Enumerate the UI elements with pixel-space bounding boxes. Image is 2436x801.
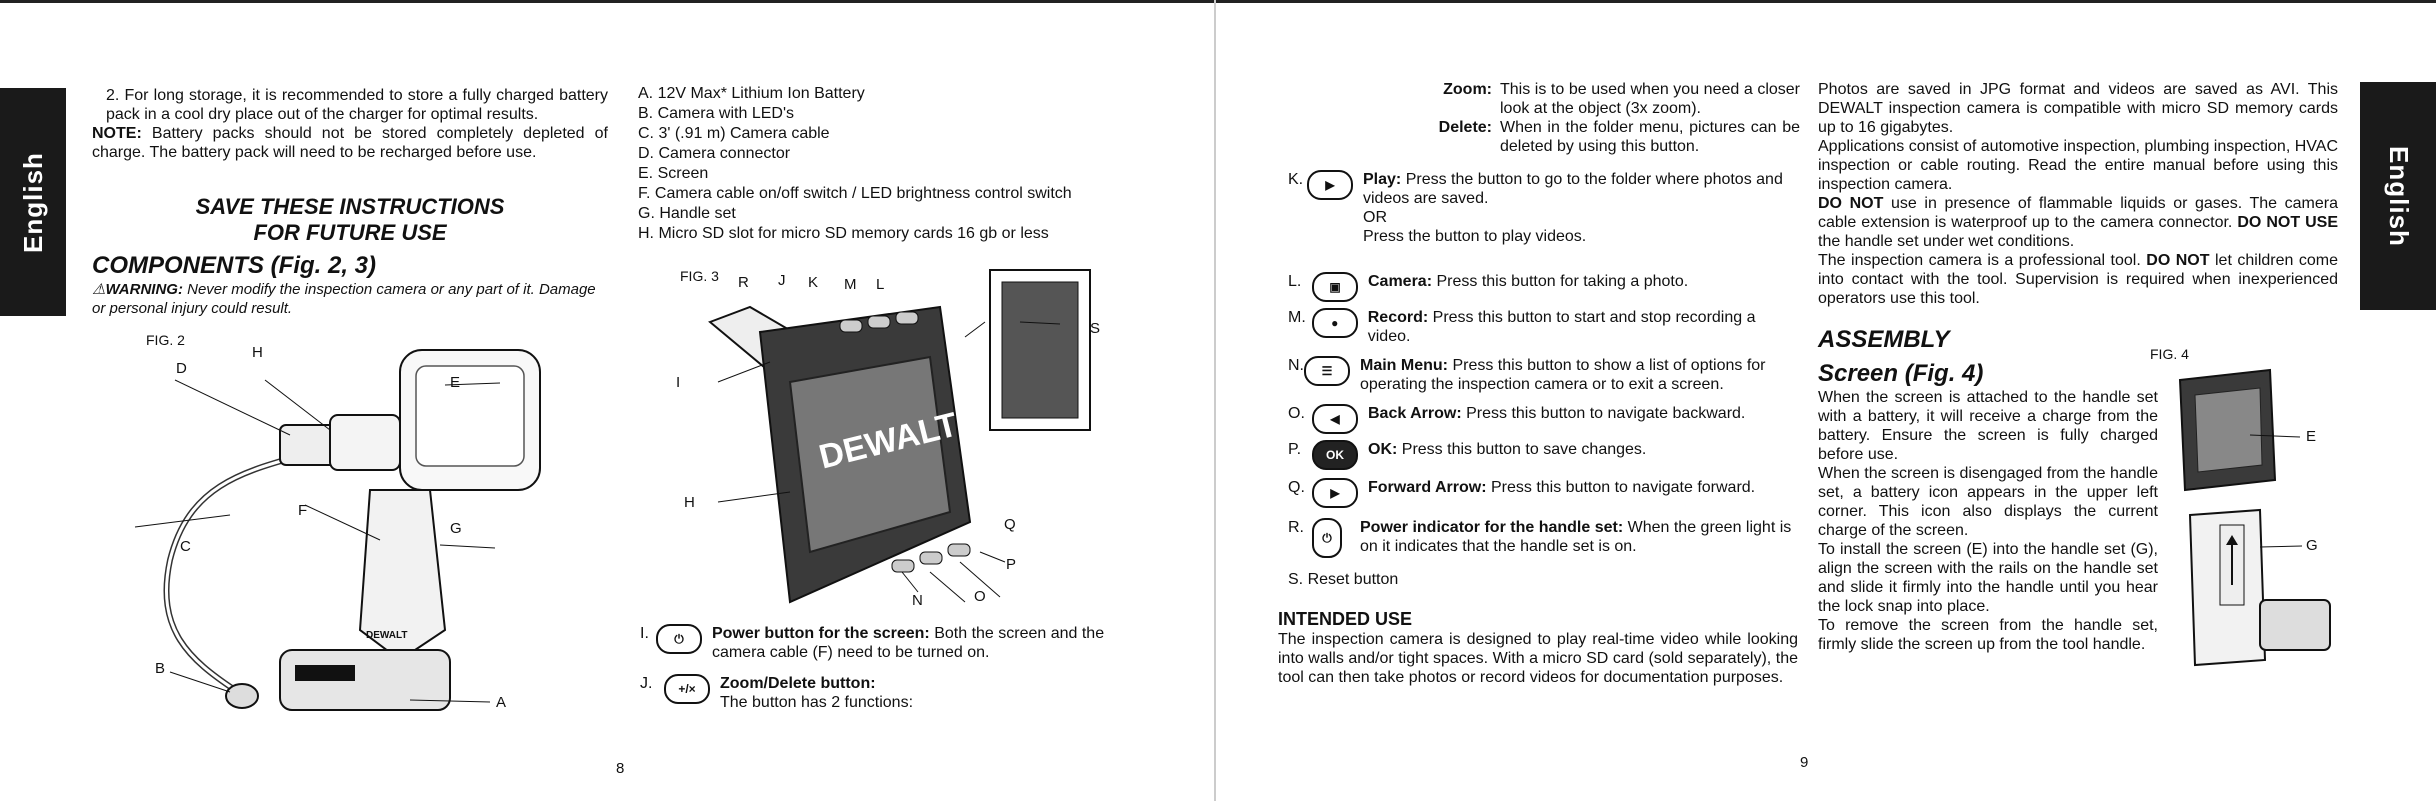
button-letter: Q. — [1288, 479, 1305, 496]
callout-e4: E — [2306, 428, 2317, 445]
button-j-body: The button has 2 functions: — [720, 694, 914, 711]
callout-n: N — [912, 592, 923, 609]
reset-button-item: S. Reset button — [1288, 571, 1399, 588]
button-i-text — [712, 624, 1160, 662]
button-letter: J. — [640, 675, 653, 692]
button-q-body: Press this button to navigate forward. — [1490, 479, 1756, 496]
component-list — [638, 84, 1198, 244]
button-p-body: Press this button to save changes. — [1401, 441, 1647, 458]
note-label: NOTE: — [92, 125, 142, 142]
button-k-or: OR — [1363, 209, 1387, 226]
list-item: H. Micro SD slot for micro SD memory cards 16 gb or less — [638, 225, 1049, 242]
safety-text-1: use in presence of flammable liquids or gases. The camera cable extension is waterproof up to the camera connector. — [1818, 195, 2339, 231]
button-m-title: Record: — [1367, 309, 1429, 326]
button-q-description — [1288, 478, 1798, 508]
button-letter: P. — [1288, 441, 1302, 458]
button-o-description — [1288, 404, 1798, 434]
fig2-label: FIG. 2 — [146, 332, 185, 348]
callout-r: R — [738, 274, 749, 291]
list-item: A. 12V Max* Lithium Ion Battery — [638, 85, 865, 102]
applications-paragraph: Applications consist of automotive inspection, plumbing inspection, HVAC inspection or cable routing. Read the entire manual before using this inspection camera. — [1818, 138, 2338, 193]
callout-o: O — [974, 588, 986, 605]
list-item: F. Camera cable on/off switch / LED brightness control switch — [638, 185, 1072, 202]
button-i-body: Both the screen and the camera cable (F) need to be turned on. — [711, 625, 1105, 661]
screen-heading: Screen (Fig. 4) — [1818, 360, 1984, 387]
button-m-body: Press this button to start and stop recording a video. — [1367, 309, 1756, 345]
button-m-description — [1288, 308, 1798, 346]
fig3-label: FIG. 3 — [680, 268, 719, 284]
button-letter: K. — [1288, 171, 1304, 188]
note-text: Battery packs should not be stored completely depleted of charge. The battery pack will need to be recharged before use. — [92, 125, 608, 161]
callout-q: Q — [1004, 516, 1016, 533]
callout-f: F — [298, 502, 308, 519]
page-number-left: 8 — [616, 760, 625, 777]
battery-note — [92, 124, 608, 162]
button-j-description — [640, 674, 1160, 712]
callout-a: A — [496, 694, 507, 711]
button-r-body: When the green light is on it indicates that the handle set is on. — [1360, 519, 1792, 555]
button-p-title: OK: — [1368, 441, 1398, 458]
callout-i: I — [676, 374, 681, 391]
warning-body: Never modify the inspection camera or any part of it. Damage or personal injury could result. — [92, 281, 596, 317]
safety-paragraph — [1818, 194, 2338, 251]
button-l-title: Camera: — [1368, 273, 1433, 290]
screen-paragraph-3: To install the screen (E) into the handle set (G), align the screen with the rails on the handle set and slide it firmly into the handle until you hear the lock snap into place. — [1818, 541, 2158, 615]
list-item: E. Screen — [638, 165, 709, 182]
intended-use-section — [1278, 608, 1798, 687]
figure-3 — [640, 262, 1100, 622]
button-i-description — [640, 624, 1160, 662]
list-item: D. Camera connector — [638, 145, 791, 162]
list-item: G. Handle set — [638, 205, 736, 222]
camera-icon: ▣ — [1312, 272, 1358, 302]
warning-text — [92, 280, 612, 318]
language-tab-left — [0, 88, 66, 316]
assembly-section — [1818, 326, 2158, 654]
language-tab-label: English — [2383, 145, 2414, 247]
save-heading-line1: SAVE THESE INSTRUCTIONS — [195, 194, 505, 219]
zoom-text: This is to be used when you need a closer look at the object (3x zoom). — [1500, 81, 1800, 117]
components-section — [92, 252, 612, 318]
delete-text: When in the folder menu, pictures can be deleted by using this button. — [1500, 119, 1800, 155]
button-k-body: Press the button to go to the folder where photos and videos are saved. — [1363, 171, 1783, 207]
callout-c: C — [180, 538, 191, 555]
button-n-title: Main Menu: — [1360, 357, 1448, 374]
callout-s: S — [1090, 320, 1101, 337]
button-l-body: Press this button for taking a photo. — [1436, 273, 1689, 290]
professional-text-2: let children come into contact with the tool. Supervision is required when inexperienced operators use this tool. — [1818, 252, 2339, 307]
callout-e: E — [450, 374, 461, 391]
button-o-title: Back Arrow: — [1368, 405, 1462, 422]
menu-icon: ☰ — [1304, 356, 1350, 386]
save-instructions — [92, 194, 608, 246]
callout-j: J — [778, 272, 786, 289]
button-letter: I. — [640, 625, 649, 642]
screen-paragraph-1: When the screen is attached to the handle set with a battery, it will receive a charge from the battery. Ensure the screen is fully charged before use. — [1818, 389, 2158, 463]
zoom-delete-icon: +/× — [664, 674, 710, 704]
button-i-title: Power button for the screen: — [711, 625, 930, 642]
figure-4 — [2150, 340, 2350, 670]
file-format-paragraph: Photos are saved in JPG format and videos are saved as AVI. This DEWALT inspection camera is compatible with micro SD memory cards up to 16 gigabytes. — [1818, 81, 2338, 136]
warning-label: WARNING: — [105, 281, 183, 298]
delete-label: Delete: — [1438, 119, 1492, 136]
power-indicator-icon: ⏻ — [1312, 518, 1342, 558]
button-letter: M. — [1288, 309, 1306, 326]
professional-text-1: The inspection camera is a professional tool. — [1818, 252, 2141, 269]
fig4-drawing — [2150, 340, 2350, 670]
zoom-label: Zoom: — [1443, 81, 1492, 98]
assembly-heading: ASSEMBLY — [1818, 326, 1950, 353]
button-letter: O. — [1288, 405, 1305, 422]
storage-section — [92, 86, 608, 162]
button-letter: N. — [1288, 357, 1304, 374]
button-j-text — [720, 674, 913, 712]
callout-m: M — [844, 276, 857, 293]
components-heading: COMPONENTS (Fig. 2, 3) — [92, 252, 377, 279]
professional-paragraph — [1818, 251, 2338, 308]
language-tab-right — [2360, 82, 2436, 310]
fig2-drawing — [100, 330, 620, 740]
zoom-function — [1400, 80, 1800, 118]
callout-g: G — [450, 520, 462, 537]
button-k-title: Play: — [1363, 171, 1402, 188]
list-item: C. 3' (.91 m) Camera cable — [638, 125, 830, 142]
top-border — [0, 0, 2436, 3]
figure-2 — [100, 330, 620, 740]
button-n-description — [1288, 356, 1798, 394]
language-tab-label: English — [17, 151, 48, 253]
save-heading-line2: FOR FUTURE USE — [253, 220, 447, 245]
button-o-body: Press this button to navigate backward. — [1466, 405, 1746, 422]
button-k-extra: Press the button to play videos. — [1363, 228, 1587, 245]
do-not-label-2: DO NOT — [2146, 252, 2210, 269]
delete-function — [1400, 118, 1800, 156]
callout-h3: H — [684, 494, 695, 511]
do-not-label: DO NOT — [1818, 195, 1884, 212]
back-arrow-icon: ◀ — [1312, 404, 1358, 434]
page-number-right: 9 — [1800, 754, 1809, 771]
power-icon: ⏻ — [656, 624, 702, 654]
right-column-top — [1818, 80, 2338, 308]
fig2-brand: DEWALT — [366, 630, 408, 641]
screen-paragraph-2: When the screen is disengaged from the handle set, a battery icon appears in the upper left corner. This icon also displays the current charge of the screen. — [1818, 465, 2158, 539]
button-q-title: Forward Arrow: — [1368, 479, 1487, 496]
callout-g4: G — [2306, 537, 2318, 554]
callout-h: H — [252, 344, 263, 361]
forward-arrow-icon: ▶ — [1312, 478, 1358, 508]
button-letter: L. — [1288, 273, 1302, 290]
ok-icon: OK — [1312, 440, 1358, 470]
play-icon: ▶ — [1307, 170, 1353, 200]
zoom-delete-functions — [1400, 80, 1800, 156]
fig3-brand: DEWALT — [815, 405, 962, 477]
intended-use-text: The inspection camera is designed to play real-time video while looking into walls and/or tight spaces. With a micro SD card (sold separately), the tool can then take photos or record videos for documentation purposes. — [1278, 631, 1798, 686]
callout-l: L — [876, 276, 885, 293]
do-not-use-label: DO NOT USE — [2237, 214, 2339, 231]
list-item: B. Camera with LED's — [638, 105, 794, 122]
safety-text-2: the handle set under wet conditions. — [1818, 233, 2075, 250]
button-n-body: Press this button to show a list of options for operating the inspection camera or to exit a screen. — [1360, 357, 1766, 393]
page-gutter — [1214, 0, 1216, 801]
intended-use-heading: INTENDED USE — [1278, 609, 1413, 629]
screen-paragraph-4: To remove the screen from the handle set, firmly slide the screen up from the tool handle. — [1818, 617, 2158, 653]
button-k-description — [1288, 170, 1798, 246]
button-r-title: Power indicator for the handle set: — [1360, 519, 1624, 536]
storage-note: 2. For long storage, it is recommended to store a fully charged battery pack in a cool dry place out of the charger for optimal results. — [106, 87, 608, 123]
button-k-text — [1363, 170, 1798, 246]
fig4-label: FIG. 4 — [2150, 346, 2189, 362]
button-j-title: Zoom/Delete button: — [720, 675, 876, 692]
callout-b: B — [155, 660, 166, 677]
callout-p: P — [1006, 556, 1017, 573]
button-r-description — [1288, 518, 1798, 558]
button-l-description — [1288, 272, 1798, 302]
callout-k: K — [808, 274, 819, 291]
record-icon: ● — [1312, 308, 1358, 338]
warning-icon: ⚠ — [92, 281, 106, 298]
button-letter: R. — [1288, 519, 1304, 536]
button-p-description — [1288, 440, 1798, 470]
callout-d: D — [176, 360, 187, 377]
